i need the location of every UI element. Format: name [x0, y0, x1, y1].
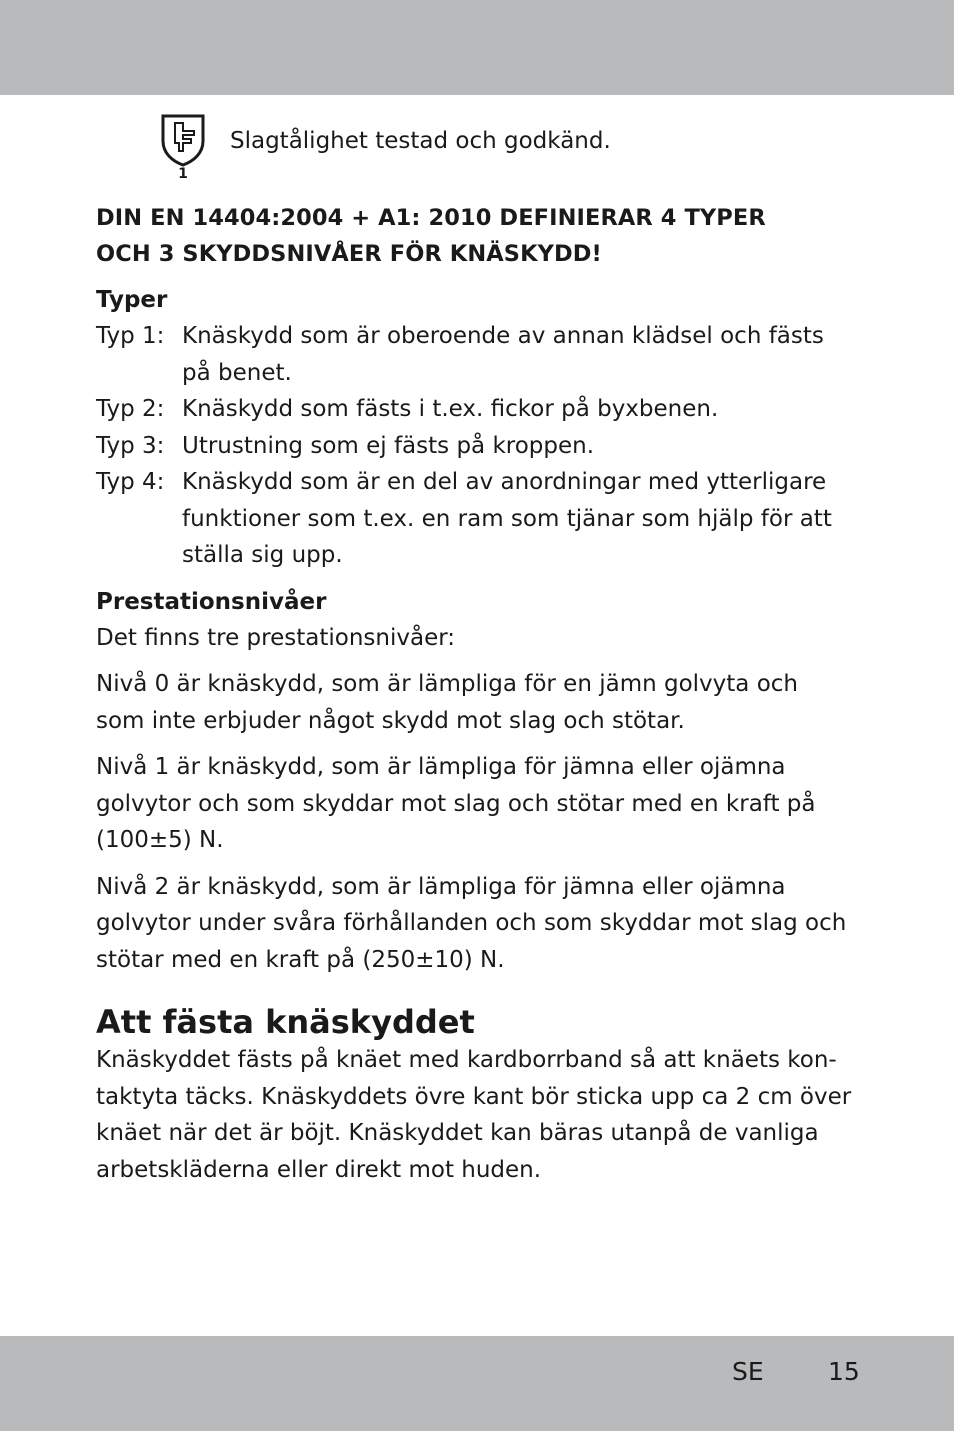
levels-title: Prestationsnivåer [96, 588, 327, 615]
type-label: Typ 2: [96, 396, 165, 422]
type-text-line: Knäskydd som är en del av anordningar med ytterligare [182, 469, 827, 495]
level-paragraph [96, 749, 876, 859]
protective-shield-icon [160, 113, 206, 181]
type-label: Typ 1: [96, 323, 165, 349]
page-number: 15 [828, 1357, 860, 1386]
paragraph-line: Nivå 0 är knäskydd, som är lämpliga för en jämn golvyta och [96, 671, 798, 697]
paragraph-line: stötar med en kraft på (250±10) N. [96, 946, 505, 973]
paragraph-line: knäet när det är böjt. Knäskyddet kan bäras utanpå de vanliga [96, 1120, 819, 1146]
level-paragraph [96, 666, 876, 739]
type-text-line: ställa sig upp. [182, 542, 343, 568]
type-text-line: funktioner som t.ex. en ram som tjänar som hjälp för att [182, 505, 832, 532]
attach-section-title: Att fästa knäskyddet [96, 1003, 475, 1041]
shield-level: 1 [178, 166, 188, 181]
paragraph-line: Nivå 2 är knäskydd, som är lämpliga för jämna eller ojämna [96, 873, 786, 900]
paragraph-line: (100±5) N. [96, 827, 224, 853]
paragraph-line: arbetskläderna eller direkt mot huden. [96, 1156, 542, 1183]
type-label: Typ 4: [96, 469, 165, 495]
paragraph-line: Nivå 1 är knäskydd, som är lämpliga för jämna eller ojämna [96, 754, 786, 780]
footer-language: SE [732, 1357, 764, 1386]
type-text [182, 318, 876, 391]
type-text-line: Knäskydd som är oberoende av annan klädsel och fästs [182, 323, 824, 349]
paragraph-line: golvytor under svåra förhållanden och som skyddar mot slag och [96, 910, 847, 936]
types-title: Typer [96, 287, 168, 313]
paragraph-line: som inte erbjuder något skydd mot slag och stötar. [96, 707, 685, 734]
type-text-line: Utrustning som ej fästs på kroppen. [182, 432, 595, 459]
paragraph-line: golvytor och som skyddar mot slag och stötar med en kraft på [96, 790, 816, 817]
type-text [182, 428, 876, 465]
level-paragraph [96, 869, 876, 979]
type-label: Typ 3: [96, 432, 165, 459]
standard-heading-line: OCH 3 SKYDDSNIVÅER FÖR KNÄSKYDD! [96, 241, 602, 267]
type-text [182, 391, 876, 428]
type-item [96, 318, 876, 391]
type-text-line: Knäskydd som fästs i t.ex. fickor på byxbenen. [182, 396, 719, 422]
attach-paragraph [96, 1042, 876, 1188]
bottom-bar [0, 1336, 954, 1431]
type-item [96, 391, 876, 428]
standard-heading-line: DIN EN 14404:2004 + A1: 2010 DEFINIERAR 4 TYPER [96, 205, 766, 231]
type-item [96, 464, 876, 574]
standard-heading [96, 200, 876, 272]
type-item [96, 428, 876, 465]
type-text-line: på benet. [182, 359, 292, 386]
paragraph-line: taktyta täcks. Knäskyddets övre kant bör sticka upp ca 2 cm över [96, 1083, 852, 1110]
levels-intro: Det finns tre prestationsnivåer: [96, 624, 456, 651]
paragraph-line: Knäskyddet fästs på knäet med kardborrband så att knäets kon- [96, 1047, 837, 1073]
main-content [96, 200, 876, 1188]
certification-caption: Slagtålighet testad och godkänd. [230, 128, 611, 154]
type-text [182, 464, 876, 574]
top-bar [0, 0, 954, 95]
types-list [96, 318, 876, 574]
